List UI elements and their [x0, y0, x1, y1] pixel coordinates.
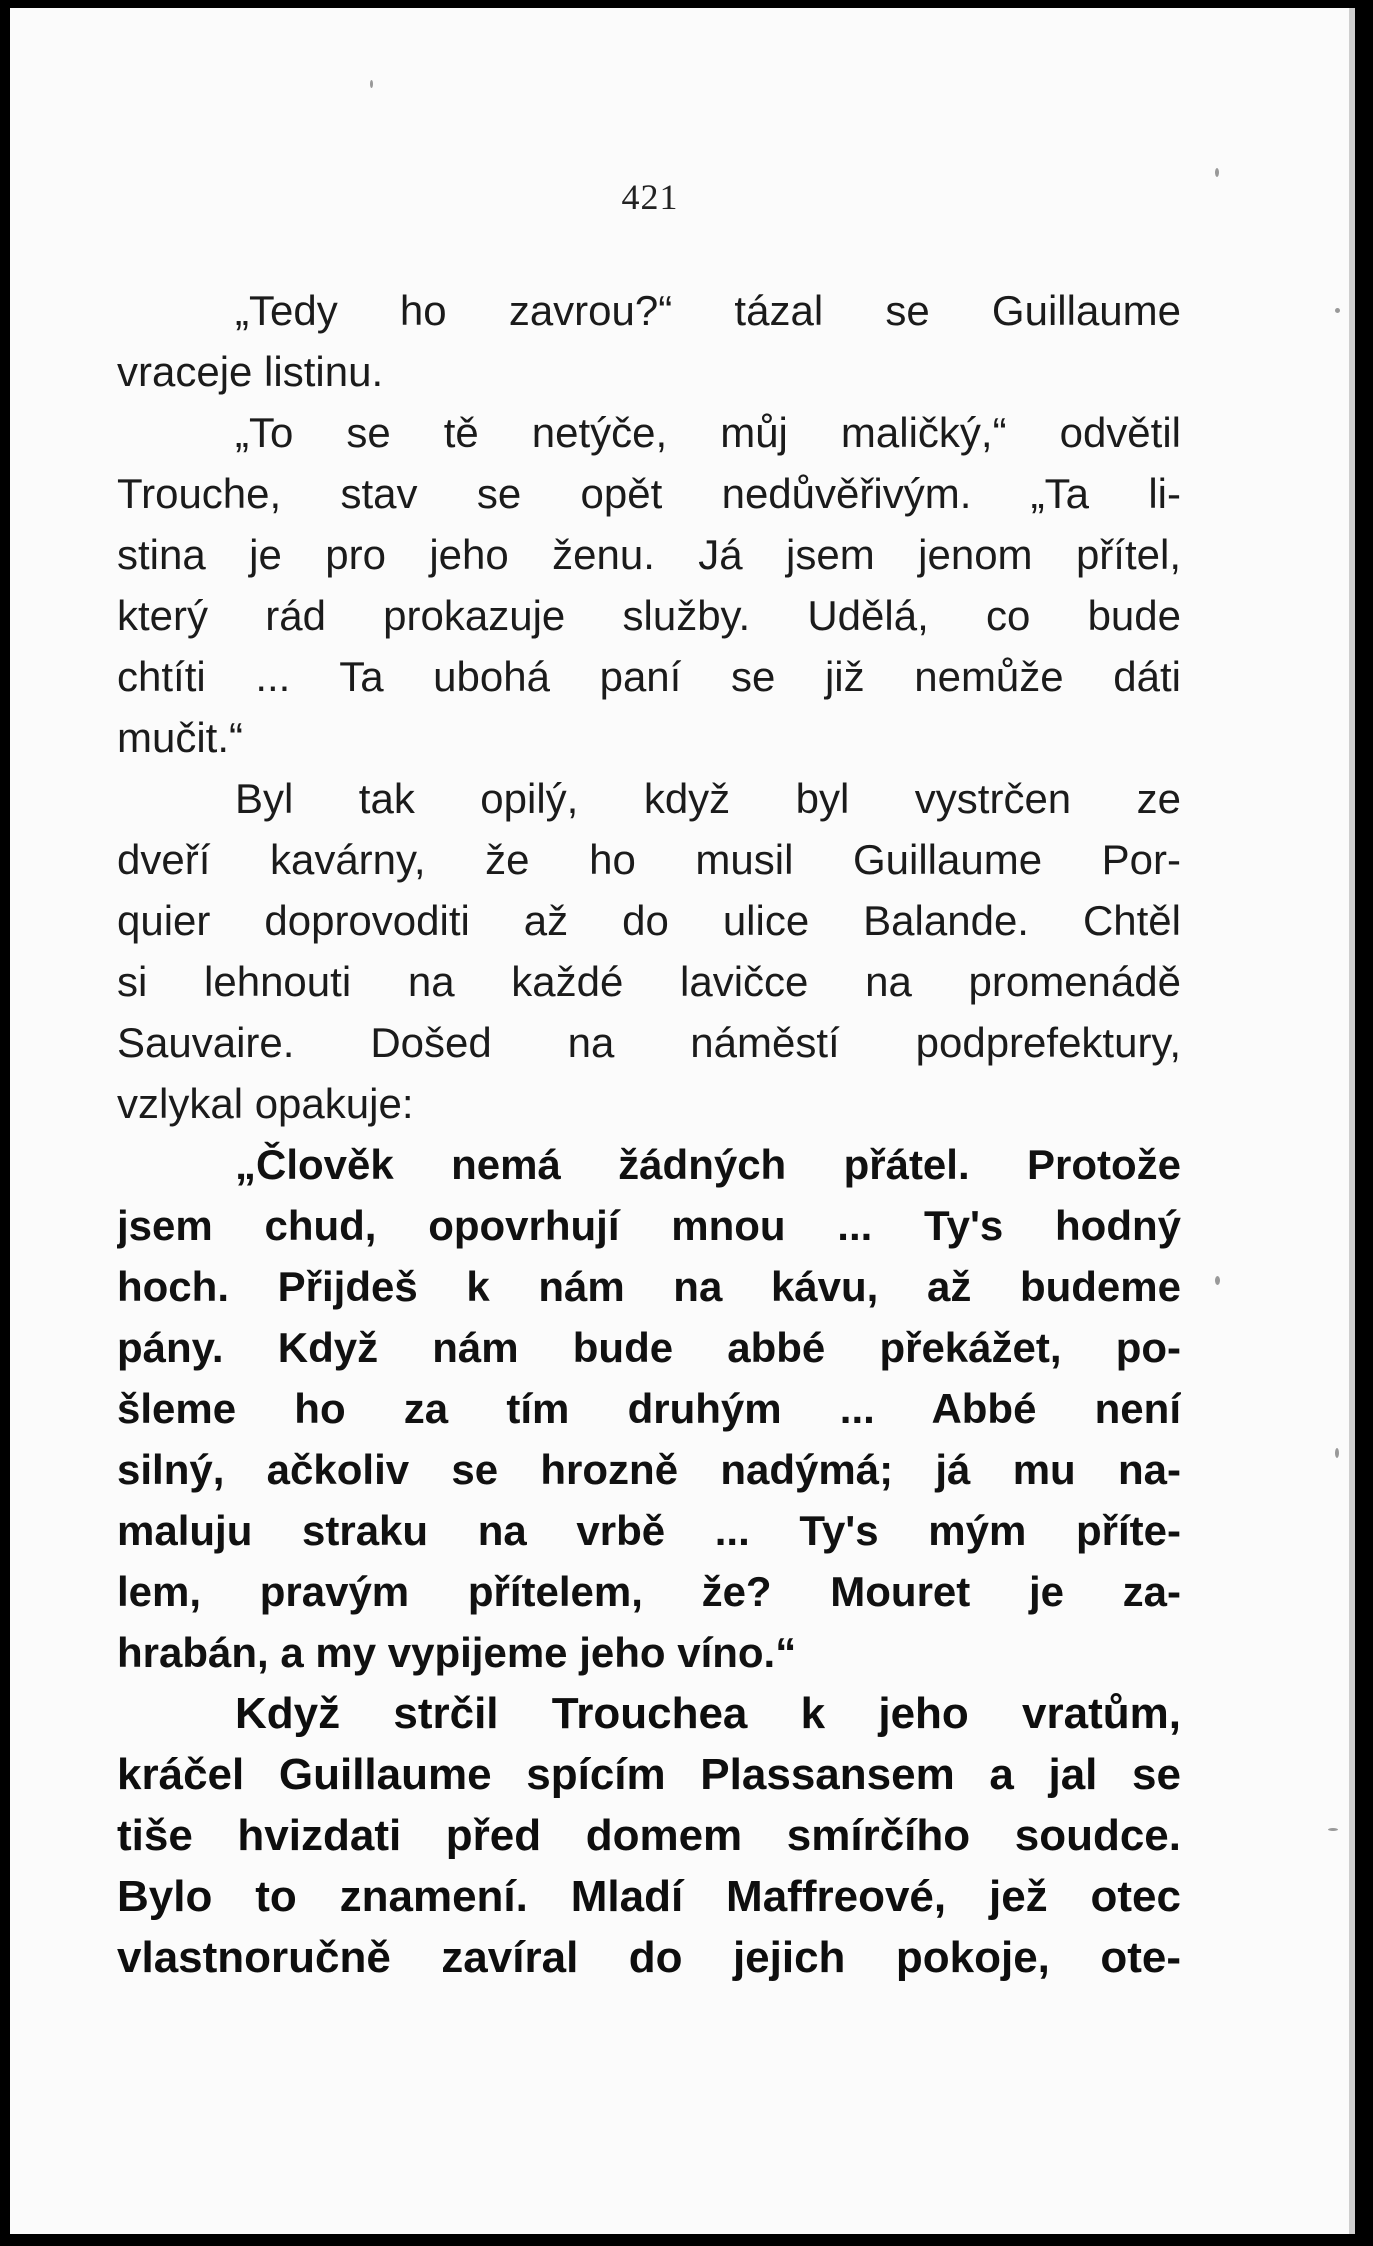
- text-line: hrabán, a my vypijeme jeho víno.“: [117, 1629, 797, 1676]
- paper-speck: [1335, 1448, 1339, 1458]
- text-line: „To se tě netýče, můj maličký,“ odvětil: [235, 409, 1181, 456]
- text-line: Sauvaire. Došed na náměstí podprefektury,: [117, 1019, 1181, 1066]
- text-line: maluju straku na vrbě ... Ty's mým příte-: [117, 1507, 1181, 1554]
- text-line: vlastnoručně zavíral do jejich pokoje, ote-: [117, 1933, 1181, 1982]
- text-line: Když strčil Trouchea k jeho vratům,: [235, 1689, 1181, 1738]
- text-line: Bylo to znamení. Mladí Maffreové, jež otec: [117, 1872, 1181, 1921]
- text-line: silný, ačkoliv se hrozně nadýmá; já mu na-: [117, 1446, 1181, 1493]
- page-number: 421: [621, 177, 679, 217]
- body-text: [117, 280, 1181, 1988]
- text-line: lem, pravým přítelem, že? Mouret je za-: [117, 1568, 1181, 1615]
- paper-speck: [370, 80, 373, 88]
- text-line: mučit.“: [117, 714, 243, 761]
- text-line: stina je pro jeho ženu. Já jsem jenom přítel,: [117, 531, 1181, 578]
- text-line: „Člověk nemá žádných přátel. Protože: [235, 1141, 1181, 1188]
- text-line: vzlykal opakuje:: [117, 1080, 414, 1127]
- book-page: [10, 8, 1355, 2234]
- text-line: Byl tak opilý, když byl vystrčen ze: [235, 775, 1181, 822]
- text-line: jsem chud, opovrhují mnou ... Ty's hodný: [117, 1202, 1181, 1249]
- text-line: dveří kavárny, že ho musil Guillaume Por-: [117, 836, 1181, 883]
- paper-speck: [1215, 1276, 1220, 1285]
- text-line: šleme ho za tím druhým ... Abbé není: [117, 1385, 1181, 1432]
- text-line: „Tedy ho zavrou?“ tázal se Guillaume: [235, 287, 1181, 334]
- text-line: si lehnouti na každé lavičce na promenádě: [117, 958, 1181, 1005]
- text-line: quier doprovoditi až do ulice Balande. Chtěl: [117, 897, 1181, 944]
- text-line: který rád prokazuje služby. Udělá, co bude: [117, 592, 1181, 639]
- text-line: tiše hvizdati před domem smírčího soudce.: [117, 1811, 1181, 1860]
- paper-speck: [1328, 1828, 1338, 1831]
- paper-speck: [1335, 308, 1340, 313]
- text-line: Trouche, stav se opět nedůvěřivým. „Ta li-: [117, 470, 1181, 517]
- text-line: pány. Když nám bude abbé překážet, po-: [117, 1324, 1181, 1371]
- text-line: vraceje listinu.: [117, 348, 384, 395]
- text-line: chtíti ... Ta ubohá paní se již nemůže dáti: [117, 653, 1181, 700]
- text-line: kráčel Guillaume spícím Plassansem a jal se: [117, 1750, 1181, 1799]
- text-line: hoch. Přijdeš k nám na kávu, až budeme: [117, 1263, 1181, 1310]
- paper-speck: [1215, 168, 1219, 177]
